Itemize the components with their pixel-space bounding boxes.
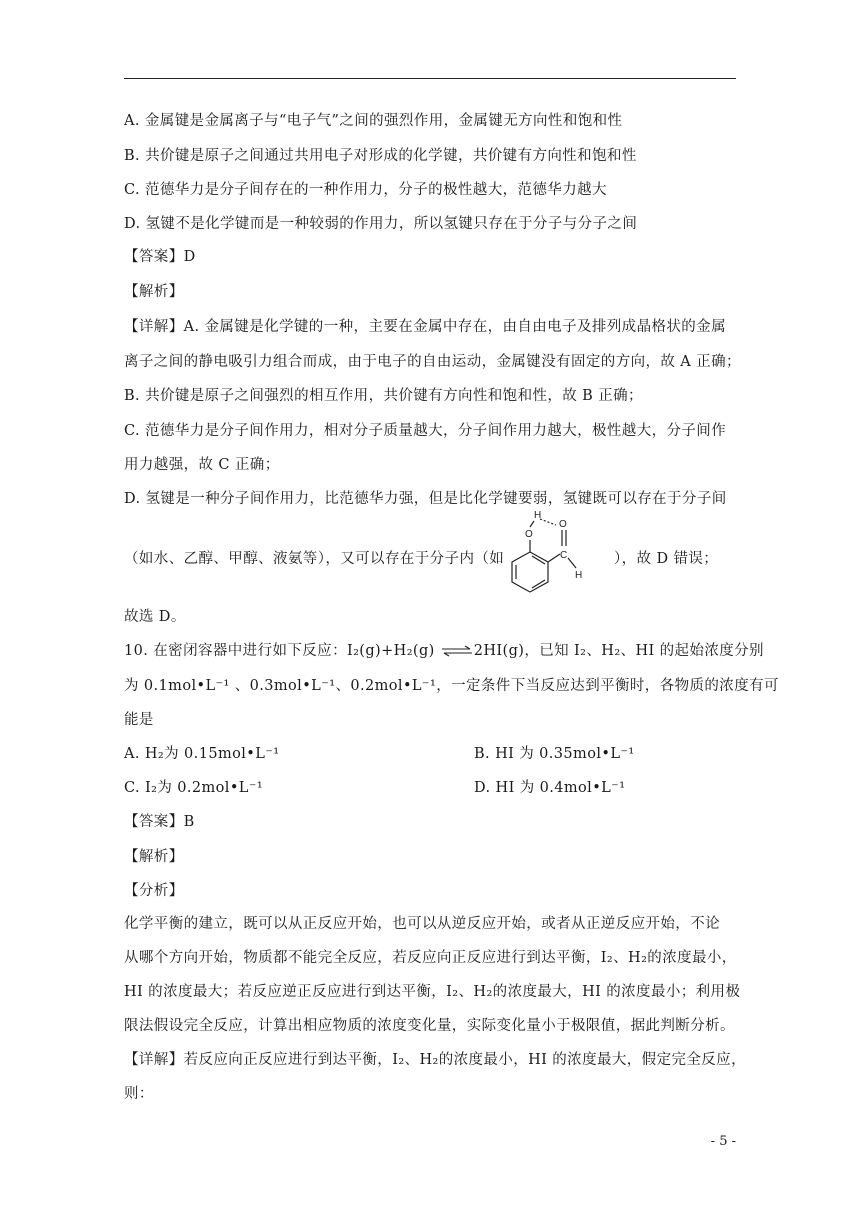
q9-option-c: C. 范德华力是分子间存在的一种作用力，分子的极性越大，范德华力越大 [124, 182, 607, 198]
q10-stem-suffix: ，已知 I₂、H₂、HI 的起始浓度分别 [524, 643, 764, 659]
q9-answer: 【答案】D [124, 249, 196, 265]
q10-option-a: A. H₂为 0.15mol•L⁻¹ [124, 746, 280, 762]
mol-label-o-carbonyl: O [559, 519, 567, 530]
q10-option-c: C. I₂为 0.2mol•L⁻¹ [124, 780, 264, 796]
q9-option-d: D. 氢键不是化学键而是一种较弱的作用力，所以氢键只存在于分子与分子之间 [124, 216, 638, 232]
q10-detail-line-2: 则： [124, 1086, 154, 1102]
q9-detail-line-5: 用力越强，故 C 正确； [124, 457, 280, 473]
mol-label-h-bottom: H [575, 570, 583, 581]
q9-detail-line-7a: （如水、乙醇、甲醇、液氨等），又可以存在于分子内（如 [124, 551, 505, 567]
q10-equation-left: I₂(g)+H₂(g) [346, 643, 435, 659]
page-number: - 5 - [710, 1134, 736, 1149]
benzene-ring [512, 552, 548, 592]
mol-label-o-hydroxyl: O [525, 529, 533, 540]
q9-detail-line-3: B. 共价键是原子之间强烈的相互作用，共价键有方向性和饱和性，故 B 正确； [124, 388, 643, 404]
hydrogen-bond-dashes [540, 519, 556, 525]
q9-detail-line-4: C. 范德华力是分子间作用力，相对分子质量越大，分子间作用力越大，极性越大，分子间作 [124, 423, 727, 439]
q10-option-d: D. HI 为 0.4mol•L⁻¹ [474, 780, 626, 796]
header-rule [124, 78, 736, 79]
q10-stem-line-1 [124, 641, 764, 661]
q10-paragraph-line-3: HI 的浓度最大；若反应逆正反应进行到达平衡，I₂、H₂的浓度最大，HI 的浓度最小；利用极 [124, 984, 741, 1000]
q10-detail-line-1: 【详解】若反应向正反应进行到达平衡，I₂、H₂的浓度最小，HI 的浓度最大，假定完全反应， [124, 1052, 746, 1068]
q9-detail-line-2: 离子之间的静电吸引力组合而成，由于电子的自由运动，金属键没有固定的方向，故 A 正确； [124, 354, 741, 370]
q10-analysis-label: 【解析】 [124, 849, 184, 865]
q9-analysis-label: 【解析】 [124, 284, 184, 300]
q9-conclusion: 故选 D。 [124, 609, 186, 625]
equilibrium-arrow-icon [440, 645, 474, 657]
q10-fenxi-label: 【分析】 [124, 883, 184, 899]
q10-paragraph-line-2: 从哪个方向开始，物质都不能完全反应，若反应向正反应进行到达平衡，I₂、H₂的浓度最小， [124, 950, 737, 966]
q9-option-b: B. 共价键是原子之间通过共用电子对形成的化学键，共价键有方向性和饱和性 [124, 148, 637, 164]
salicylaldehyde-structure [500, 508, 610, 603]
mol-label-h-top: H [534, 510, 542, 521]
q10-stem-line-2: 为 0.1mol•L⁻¹ 、0.3mol•L⁻¹、0.2mol•L⁻¹，一定条件下当反应达到平衡时，各物质的浓度有可 [124, 678, 779, 694]
q9-option-a: A. 金属键是金属离子与“电子气”之间的强烈作用，金属键无方向性和饱和性 [124, 113, 623, 129]
q10-stem-line-3: 能是 [124, 712, 154, 728]
q10-paragraph-line-4: 限法假设完全反应，计算出相应物质的浓度变化量，实际变化量小于极限值，据此判断分析。 [124, 1018, 735, 1034]
q10-answer: 【答案】B [124, 814, 195, 830]
q10-stem-prefix: 10. 在密闭容器中进行如下反应： [124, 643, 347, 659]
q9-detail-line-7b: ），故 D 错误； [614, 551, 719, 567]
q9-detail-line-6: D. 氢键是一种分子间作用力，比范德华力强，但是比化学键要弱，氢键既可以存在于分子间 [124, 491, 727, 507]
q10-paragraph-line-1: 化学平衡的建立，既可以从正反应开始，也可以从逆反应开始，或者从正逆反应开始，不论 [124, 916, 720, 932]
q10-option-b: B. HI 为 0.35mol•L⁻¹ [474, 746, 635, 762]
q10-equation-right: 2HI(g) [473, 643, 525, 659]
q9-detail-line-1: 【详解】A. 金属键是化学键的一种，主要在金属中存在，由自由电子及排列成晶格状的金属 [124, 319, 726, 335]
mol-label-c: C [560, 550, 568, 561]
